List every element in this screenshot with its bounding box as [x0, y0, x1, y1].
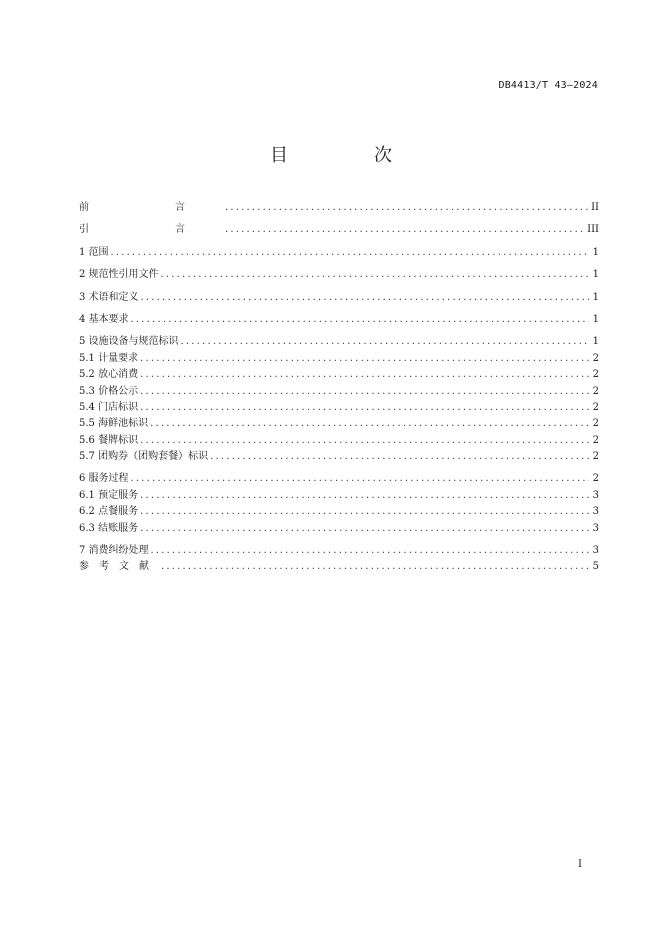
- toc-entry[interactable]: [79, 334, 599, 350]
- toc-entry[interactable]: [79, 449, 599, 465]
- toc-leader-dots: [131, 312, 589, 328]
- toc-entry-label: 参考文献: [79, 561, 159, 573]
- toc-leader-dots: [140, 351, 589, 367]
- toc-entry[interactable]: [79, 267, 599, 283]
- toc-entry[interactable]: [79, 416, 599, 432]
- toc-entry[interactable]: [79, 543, 599, 559]
- toc-leader-dots: [140, 488, 589, 504]
- toc-leader-dots: [140, 433, 589, 449]
- toc-entry-page: 3: [592, 522, 599, 534]
- toc-entry[interactable]: [79, 245, 599, 261]
- toc-entry-label: 5 设施设备与规范标识: [79, 336, 179, 348]
- toc-entry[interactable]: [79, 504, 599, 520]
- toc-entry-page: 1: [592, 269, 599, 281]
- toc-entry-label: 6.2 点餐服务: [79, 506, 139, 518]
- toc-leader-dots: [131, 471, 589, 487]
- toc-entry-label: 5.5 海鲜池标识: [79, 418, 149, 430]
- toc-entry-page: II: [591, 202, 599, 213]
- toc-entry[interactable]: [79, 351, 599, 367]
- toc-entry-label: 5.3 价格公示: [79, 385, 139, 397]
- toc-entry[interactable]: [79, 384, 599, 400]
- toc-entry-page: 3: [592, 489, 599, 501]
- toc-entry-label: 5.4 门店标识: [79, 401, 139, 413]
- toc-entry-label: 1 范围: [79, 246, 109, 258]
- toc-entry[interactable]: [79, 488, 599, 504]
- toc-entry-page: 1: [592, 291, 599, 303]
- toc-entry-label: 3 术语和定义: [79, 291, 139, 303]
- toc-leader-dots: [140, 400, 589, 416]
- toc-entry-page: 2: [592, 434, 599, 446]
- toc-entry-label: 5.7 团购券（团购套餐）标识: [79, 451, 209, 463]
- table-of-contents: [79, 200, 599, 576]
- toc-entry-page: 2: [592, 418, 599, 430]
- toc-entry[interactable]: [79, 559, 599, 575]
- toc-entry-page: 2: [592, 401, 599, 413]
- toc-leader-dots: [140, 521, 589, 537]
- toc-entry-page: III: [587, 224, 599, 236]
- toc-leader-dots: [181, 334, 589, 350]
- toc-entry-label: 前 言: [79, 202, 223, 213]
- toc-entry-page: 2: [592, 473, 599, 485]
- toc-entry-label: 引 言: [79, 224, 223, 236]
- toc-leader-dots: [225, 222, 585, 238]
- toc-entry-page: 3: [592, 545, 599, 557]
- toc-entry-label: 7 消费纠纷处理: [79, 545, 149, 557]
- toc-leader-dots: [151, 543, 589, 559]
- toc-leader-dots: [161, 559, 589, 575]
- toc-entry[interactable]: [79, 367, 599, 383]
- toc-entry[interactable]: [79, 400, 599, 416]
- page-title: 目 次: [270, 145, 426, 166]
- toc-leader-dots: [140, 504, 589, 520]
- toc-entry-label: 4 基本要求: [79, 313, 129, 325]
- toc-entry-label: 5.1 计量要求: [79, 352, 139, 364]
- toc-entry[interactable]: [79, 200, 599, 216]
- toc-entry[interactable]: [79, 290, 599, 306]
- toc-leader-dots: [225, 200, 589, 216]
- toc-leader-dots: [140, 367, 589, 383]
- toc-entry-page: 3: [592, 506, 599, 518]
- toc-leader-dots: [161, 267, 589, 283]
- toc-entry-label: 6.3 结账服务: [79, 522, 139, 534]
- toc-leader-dots: [150, 416, 589, 432]
- document-code: DB4413/T 43—2024: [498, 80, 598, 91]
- toc-entry-label: 5.6 餐牌标识: [79, 434, 139, 446]
- toc-entry-page: 1: [592, 313, 599, 325]
- toc-entry-label: 5.2 放心消费: [79, 369, 139, 381]
- toc-entry-label: 2 规范性引用文件: [79, 269, 159, 281]
- toc-leader-dots: [111, 245, 589, 261]
- toc-entry-page: 2: [592, 369, 599, 381]
- toc-leader-dots: [141, 290, 589, 306]
- toc-entry-page: 2: [592, 352, 599, 364]
- toc-entry[interactable]: [79, 433, 599, 449]
- toc-entry[interactable]: [79, 521, 599, 537]
- toc-entry[interactable]: [79, 471, 599, 487]
- toc-entry-page: 1: [592, 336, 599, 348]
- toc-entry-page: 1: [592, 246, 599, 258]
- toc-leader-dots: [140, 384, 589, 400]
- toc-entry-page: 2: [592, 385, 599, 397]
- toc-entry[interactable]: [79, 312, 599, 328]
- toc-entry-page: 5: [592, 561, 599, 573]
- toc-entry-label: 6 服务过程: [79, 473, 129, 485]
- toc-leader-dots: [210, 449, 589, 465]
- toc-entry-label: 6.1 预定服务: [79, 489, 139, 501]
- toc-entry[interactable]: [79, 222, 599, 238]
- toc-entry-page: 2: [592, 451, 599, 463]
- page-number: I: [578, 859, 582, 870]
